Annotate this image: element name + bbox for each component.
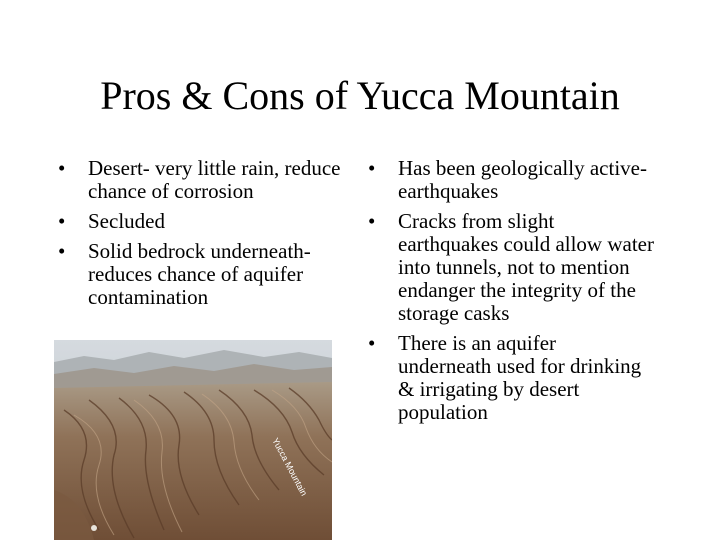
pros-item-text: Solid bedrock underneath- reduces chance of aquifer contamination: [88, 239, 311, 309]
cons-item-text: There is an aquifer underneath used for drinking & irrigating by desert population: [398, 331, 642, 424]
slide-title: Pros & Cons of Yucca Mountain: [100, 73, 620, 118]
bullet-icon: •: [368, 209, 376, 233]
cons-item: [364, 332, 654, 424]
yucca-mountain-label: Yucca Mountain: [270, 436, 310, 498]
pros-item: [54, 210, 354, 233]
pros-item: [54, 240, 354, 309]
pros-item-text: Desert- very little rain, reduce chance of corrosion: [88, 156, 341, 203]
bullet-icon: •: [58, 239, 66, 263]
bullet-icon: •: [368, 156, 376, 180]
pros-list: [54, 157, 354, 316]
pros-item: [54, 157, 354, 203]
yucca-mountain-aerial-photo: [54, 340, 332, 540]
pros-item-text: Secluded: [88, 209, 165, 233]
cons-item-text: Has been geologically active- earthquakes: [398, 156, 647, 203]
cons-item-text: Cracks from slight earthquakes could allow water into tunnels, not to mention endanger the integrity of the storage casks: [398, 209, 654, 325]
bullet-icon: •: [58, 209, 66, 233]
cons-item: [364, 157, 654, 203]
cons-list: [364, 157, 654, 431]
cons-item: [364, 210, 654, 325]
bullet-icon: •: [368, 331, 376, 355]
bullet-icon: •: [58, 156, 66, 180]
